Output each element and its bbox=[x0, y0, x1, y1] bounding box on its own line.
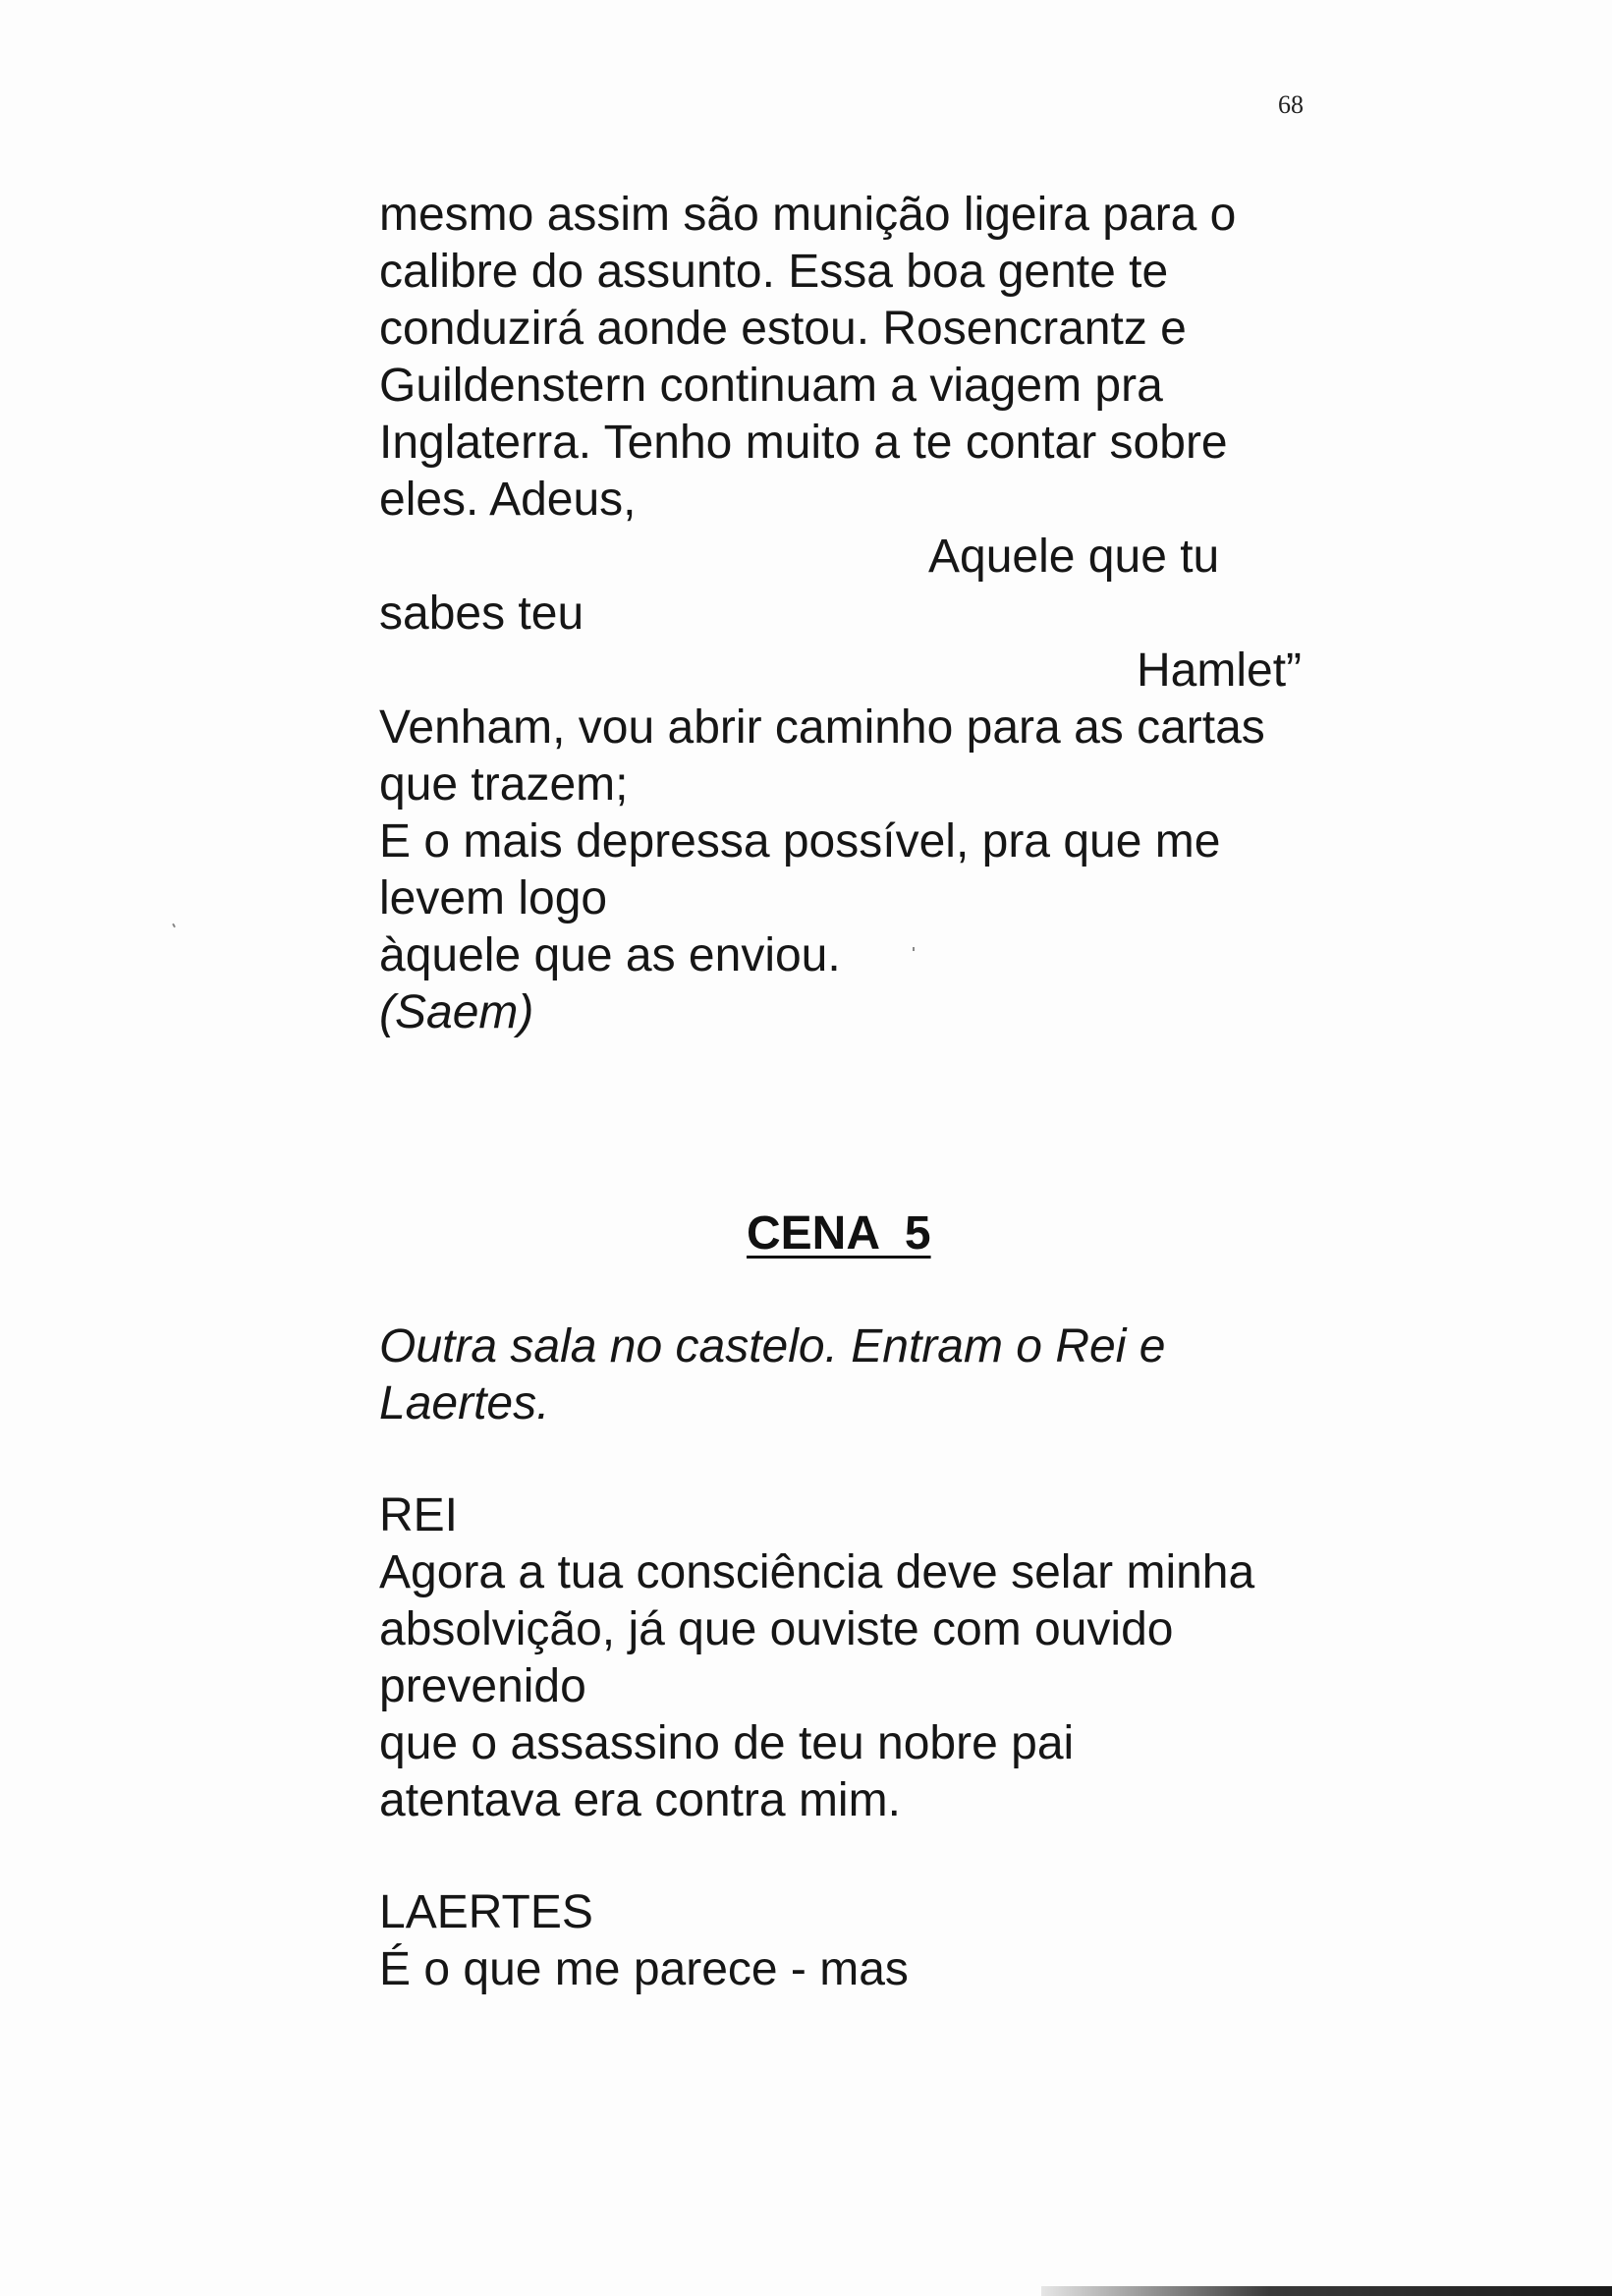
dialogue-line: prevenido bbox=[379, 1660, 586, 1712]
dialogue-line: É o que me parece - mas bbox=[379, 1943, 909, 1995]
dialogue-line: atentava era contra mim. bbox=[379, 1774, 901, 1826]
speech-line: àquele que as enviou. bbox=[379, 929, 841, 981]
letter-line: conduzirá aonde estou. Rosencrantz e bbox=[379, 303, 1187, 355]
letter-line: mesmo assim são munição ligeira para o bbox=[379, 189, 1237, 241]
speech-line: Venham, vou abrir caminho para as cartas bbox=[379, 701, 1265, 754]
scene-setting-line: Outra sala no castelo. Entram o Rei e bbox=[379, 1320, 1166, 1372]
scan-speck bbox=[172, 924, 176, 927]
scene-setting-line: Laertes. bbox=[379, 1377, 550, 1429]
letter-closing-continued: sabes teu bbox=[379, 588, 584, 640]
letter-line: Guildenstern continuam a viagem pra bbox=[379, 360, 1163, 412]
dialogue-line: Agora a tua consciência deve selar minha bbox=[379, 1546, 1255, 1598]
letter-signature: Hamlet” bbox=[1137, 644, 1303, 697]
scan-edge-shadow bbox=[1041, 2286, 1612, 2296]
scene-heading: CENA 5 bbox=[747, 1207, 931, 1260]
speaker-name: LAERTES bbox=[379, 1886, 593, 1938]
letter-line: Inglaterra. Tenho muito a te contar sobre bbox=[379, 417, 1228, 469]
dialogue-line: absolvição, já que ouviste com ouvido bbox=[379, 1603, 1174, 1655]
speech-line: levem logo bbox=[379, 872, 608, 924]
dialogue-line: que o assassino de teu nobre pai bbox=[379, 1717, 1075, 1769]
speech-line: que trazem; bbox=[379, 758, 629, 811]
letter-line: calibre do assunto. Essa boa gente te bbox=[379, 246, 1169, 298]
scan-speck bbox=[913, 947, 915, 951]
page-number: 68 bbox=[1278, 90, 1304, 119]
stage-direction-exit: (Saem) bbox=[379, 986, 534, 1038]
letter-line: eles. Adeus, bbox=[379, 474, 637, 526]
letter-closing: Aquele que tu bbox=[928, 531, 1220, 583]
speaker-name: REI bbox=[379, 1489, 459, 1541]
speech-line: E o mais depressa possível, pra que me bbox=[379, 815, 1221, 868]
